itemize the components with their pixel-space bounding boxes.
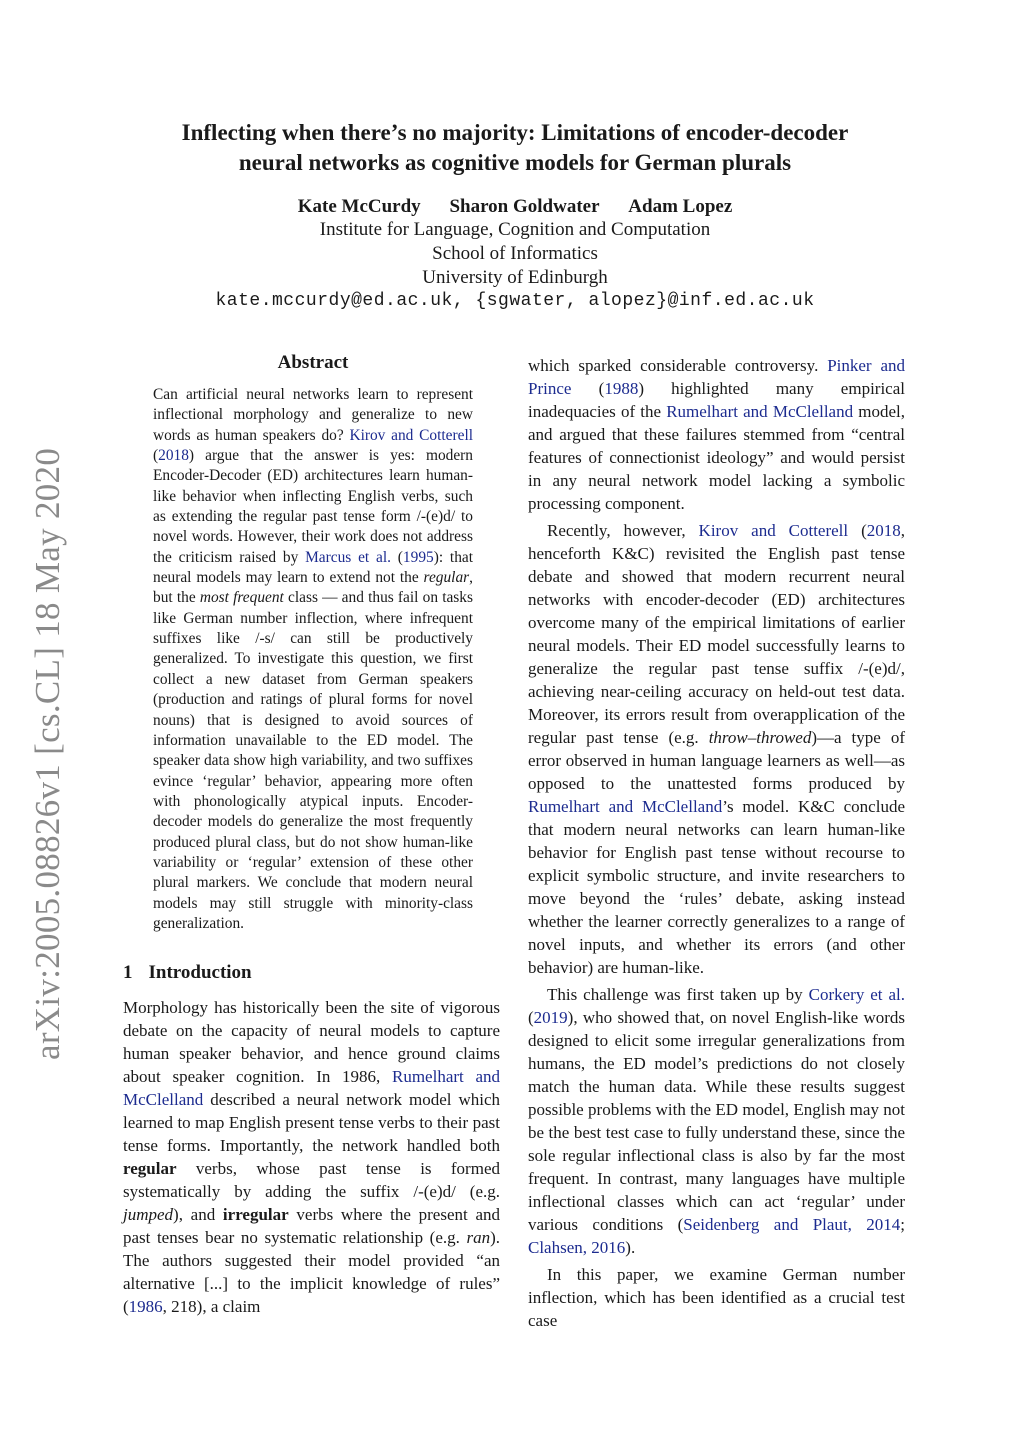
text-run: This challenge was first taken up by: [547, 985, 809, 1004]
bold-term: irregular: [222, 1205, 289, 1224]
right-column: [528, 354, 905, 1332]
emphasis: throw–throwed: [708, 728, 812, 747]
section-heading-introduction: [123, 962, 252, 984]
text-run: which sparked considerable controversy.: [528, 356, 828, 375]
text-run: )—a type of error observed in human language learners as well—as opposed to the unattested forms produced by: [528, 728, 905, 793]
citation-year-link[interactable]: 1986: [128, 1297, 163, 1316]
text-run: (: [528, 1008, 534, 1027]
text-run: (: [153, 447, 159, 465]
citation-link[interactable]: Kirov and Cotterell: [349, 426, 473, 444]
section-title: Introduction: [148, 962, 252, 983]
affiliation-institute: Institute for Language, Cognition and Computation: [319, 219, 711, 240]
paragraph: [528, 519, 905, 979]
text-run: , henceforth K&C) revisited the English past tense debate and showed that modern recurrent neural networks with encoder-decoder (ED) architectures overcome many of the empirical limitations of earlier neural models. Their ED model successfully learns to generalize the regular past tense suffix /-(e)d/, achieving near-ceiling accuracy on held-out test data. Moreover, its errors result from overapplication of the regular past tense (e.g.: [528, 521, 905, 747]
paragraph: [528, 983, 905, 1259]
citation-year-link[interactable]: 2019: [533, 1008, 568, 1027]
author-name: Sharon Goldwater: [449, 196, 600, 217]
author-name: Adam Lopez: [628, 196, 733, 217]
citation-link[interactable]: Kirov and Cotterell: [698, 521, 849, 540]
bold-term: regular: [123, 1159, 177, 1178]
text-run: , 218), a claim: [162, 1297, 261, 1316]
citation-year-link[interactable]: 1995: [402, 548, 434, 566]
title-line-2: neural networks as cognitive models for German plurals: [238, 150, 792, 175]
citation-link[interactable]: Rumelhart and McClelland: [528, 797, 723, 816]
citation-link[interactable]: Rumelhart and McClelland: [123, 1067, 500, 1109]
emphasis: jumped: [123, 1205, 174, 1224]
paper-title: [120, 118, 910, 178]
citation-year-link[interactable]: 1988: [604, 379, 639, 398]
text-run: verbs where the present and past tenses bear no systematic relationship (e.g.: [123, 1205, 500, 1247]
text-run: ): that neural models may learn to extend not the: [153, 548, 474, 587]
emphasis: regular: [423, 569, 470, 587]
citation-link[interactable]: Clahsen, 2016: [528, 1238, 626, 1257]
text-run: described a neural network model which learned to map English present tense verbs to their past tense forms. Importantly, the network handled both: [123, 1090, 500, 1155]
citation-link[interactable]: Rumelhart and McClelland: [666, 402, 854, 421]
text-run: (: [848, 521, 867, 540]
text-run: (: [390, 548, 403, 566]
abstract-body: [153, 385, 473, 934]
citation-link[interactable]: Pinker and Prince: [528, 356, 906, 398]
text-run: ’s model. K&C conclude that modern neural networks can learn human-like behavior for English past tense without recourse to explicit symbolic structure, and invite researchers to move beyond the ‘rules’ debate, asking instead whether the learner correctly generalizes to a range of novel inputs, and whether its errors (and other behavior) are human-like.: [528, 797, 905, 977]
citation-link[interactable]: Marcus et al.: [305, 548, 391, 566]
text-run: Morphology has historically been the site of vigorous debate on the capacity of neural models to capture human speaker behavior, and hence ground claims about speaker cognition. In 1986,: [123, 998, 500, 1086]
text-run: Can artificial neural networks learn to represent inflectional morphology and generalize to new words as human speakers do?: [153, 386, 473, 444]
emphasis: ran: [466, 1228, 491, 1247]
text-run: (: [571, 379, 605, 398]
text-run: ), and: [173, 1205, 223, 1224]
abstract-heading: Abstract: [277, 352, 349, 373]
text-run: Recently, however,: [547, 521, 699, 540]
citation-year-link[interactable]: 2018: [866, 521, 901, 540]
section-number: 1: [123, 962, 133, 983]
paragraph: [123, 996, 500, 1318]
author-emails: kate.mccurdy@ed.ac.uk, {sgwater, alopez}@inf.ed.ac.uk: [215, 291, 815, 311]
citation-year-link[interactable]: 2018: [158, 447, 189, 465]
text-run: , but the: [153, 569, 473, 607]
text-run: model, and argued that these failures stemmed from “central features of connectionist ideology” and would persist in any neural network model lacking a symbolic processing component.: [528, 402, 905, 513]
title-line-1: Inflecting when there’s no majority: Limitations of encoder-decoder: [181, 120, 849, 145]
text-run: class — and thus fail on tasks like German number inflection, where infrequent suffixes like /-s/ can still be productively generalized. To investigate this question, we first collect a new dataset from German speakers (production and ratings of plural forms for novel nouns) that is designed to avoid sources of information unavailable to the ED model. The speaker data show high variability, and two suffixes evince ‘regular’ behavior, appearing more often with phonologically atypical inputs. Encoder-decoder models do generalize the most frequently produced plural class, but do not show human-like variability or ‘regular’ extension of these other plural markers. We conclude that modern neural models may still struggle with minority-class generalization.: [153, 589, 473, 932]
text-run: verbs, whose past tense is formed systematically by adding the suffix /-(e)d/ (e.g.: [123, 1159, 500, 1201]
author-name: Kate McCurdy: [297, 196, 421, 217]
paragraph: [528, 354, 905, 515]
affiliation-school: School of Informatics: [432, 243, 598, 264]
paragraph: [528, 1263, 905, 1332]
text-run: ). The authors suggested their model provided “an alternative [...] to the implicit knowledge of rules” (: [123, 1228, 500, 1316]
citation-link[interactable]: Corkery et al.: [808, 985, 905, 1004]
text-run: ) highlighted many empirical inadequacies of the: [528, 379, 905, 421]
text-run: ) argue that the answer is yes: modern Encoder-Decoder (ED) architectures learn human-like behavior when inflecting English verbs, such as extending the regular past tense form /-(e)d/ to novel words. However, their work does not address the criticism raised by: [153, 447, 473, 566]
author-list: [120, 196, 910, 218]
arxiv-identifier-stamp: arXiv:2005.08826v1 [cs.CL] 18 May 2020: [28, 447, 67, 1060]
text-run: ;: [900, 1215, 905, 1234]
emphasis: most frequent: [199, 589, 284, 607]
text-run: ).: [625, 1238, 636, 1257]
left-column: [123, 996, 500, 1318]
affiliation-university: University of Edinburgh: [422, 267, 608, 288]
citation-link[interactable]: Seidenberg and Plaut, 2014: [683, 1215, 901, 1234]
text-run: In this paper, we examine German number inflection, which has been identified as a crucial test case: [528, 1265, 905, 1330]
text-run: ), who showed that, on novel English-like words designed to elicit some irregular generalizations from humans, the ED model’s predictions do not closely match the human data. While these results suggest possible problems with the ED model, English may not be the best test case to fully understand these, since the sole regular inflectional class is also by far the most frequent. In contrast, many languages have multiple inflectional classes which can act ‘regular’ under various conditions (: [528, 1008, 905, 1234]
